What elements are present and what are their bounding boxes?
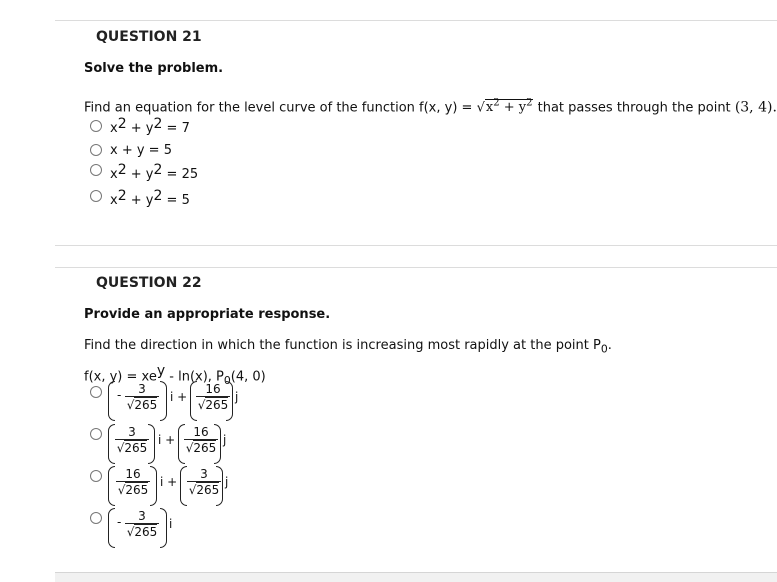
function-start: f(x, y) = xe [84, 369, 157, 385]
separator-mid-1 [55, 245, 777, 246]
paren-left [108, 424, 115, 464]
q22-option-2-label [108, 424, 238, 472]
question-21-directive: Solve the problem. [84, 61, 224, 76]
paren-right [160, 508, 167, 548]
point-value: (3, 4). [734, 99, 777, 116]
sqrt-y: + y [503, 100, 527, 116]
paren-left [108, 466, 115, 506]
q22-option-4-radio[interactable] [90, 512, 102, 524]
question-21-prompt [84, 98, 777, 115]
q21-option-3-radio[interactable] [90, 164, 102, 176]
q22-option-3-radio[interactable] [90, 470, 102, 482]
prompt-text-start: Find an equation for the level curve of the function f(x, y) = [84, 100, 473, 116]
point-subscript: 0 [223, 373, 231, 387]
function-middle: - ln(x), P [169, 369, 224, 385]
question-22-prompt [84, 338, 612, 356]
point-coordinates: (4, 0) [230, 369, 266, 385]
minus-sign: - [117, 388, 122, 402]
q21-option-3-label: $x^2 + y^2 = 25$ [110, 162, 199, 182]
fraction-j: $\frac{16}{√265}$ [197, 382, 229, 412]
paren-left [108, 381, 115, 421]
q21-option-1-radio[interactable] [90, 120, 102, 132]
sqrt-expression: $√x^2 + y^2$ [476, 98, 533, 116]
fraction-i: $\frac{3}{√265}$ [116, 425, 148, 455]
unit-i: i + [160, 475, 178, 489]
paren-right [226, 381, 233, 421]
q21-option-2-label: x + y = 5 [110, 143, 172, 158]
question-22-title: QUESTION 22 [96, 275, 202, 291]
sup-2: 2 [526, 98, 533, 109]
unit-i: i + [158, 433, 176, 447]
q21-option-1-label: $x^2 + y^2 = 7$ [110, 116, 190, 136]
question-22-directive: Provide an appropriate response. [84, 307, 331, 322]
sqrt-x: x [485, 100, 494, 116]
sup-2: 2 [493, 98, 500, 109]
separator-top [55, 20, 777, 21]
function-exponent: y [156, 363, 166, 379]
fraction-j: $\frac{16}{√265}$ [185, 425, 217, 455]
q21-option-2-radio[interactable] [90, 144, 102, 156]
q22-option-3-label [108, 466, 238, 514]
prompt-text-end: that passes through the point [537, 100, 731, 116]
q22-option-1-radio[interactable] [90, 386, 102, 398]
q21-option-4-radio[interactable] [90, 190, 102, 202]
unit-j: j [235, 390, 239, 404]
paren-right [148, 424, 155, 464]
unit-j: j [223, 433, 227, 447]
paren-right [216, 466, 223, 506]
unit-i: i + [170, 390, 188, 404]
q22-option-2-radio[interactable] [90, 428, 102, 440]
paren-right [214, 424, 221, 464]
question-21-title: QUESTION 21 [96, 29, 202, 45]
fraction-i: $\frac{3}{√265}$ [126, 382, 158, 412]
prompt-text: Find the direction in which the function is increasing most rapidly at the point P [84, 338, 601, 353]
fraction-i: $\frac{3}{√265}$ [126, 509, 158, 539]
paren-left [108, 508, 115, 548]
unit-j: j [225, 475, 229, 489]
paren-right [150, 466, 157, 506]
minus-sign: - [117, 515, 122, 529]
fraction-j: $\frac{3}{√265}$ [188, 467, 220, 497]
paren-left [180, 466, 187, 506]
q21-option-4-label: $x^2 + y^2 = 5$ [110, 188, 190, 208]
paren-right [160, 381, 167, 421]
q22-option-4-label [108, 508, 188, 556]
unit-i: i [169, 517, 173, 531]
prompt-subscript: 0 [600, 342, 608, 356]
separator-mid-2 [55, 267, 777, 268]
fraction-i: $\frac{16}{√265}$ [117, 467, 149, 497]
prompt-period: . [607, 338, 612, 353]
q22-option-1-label [108, 381, 238, 429]
